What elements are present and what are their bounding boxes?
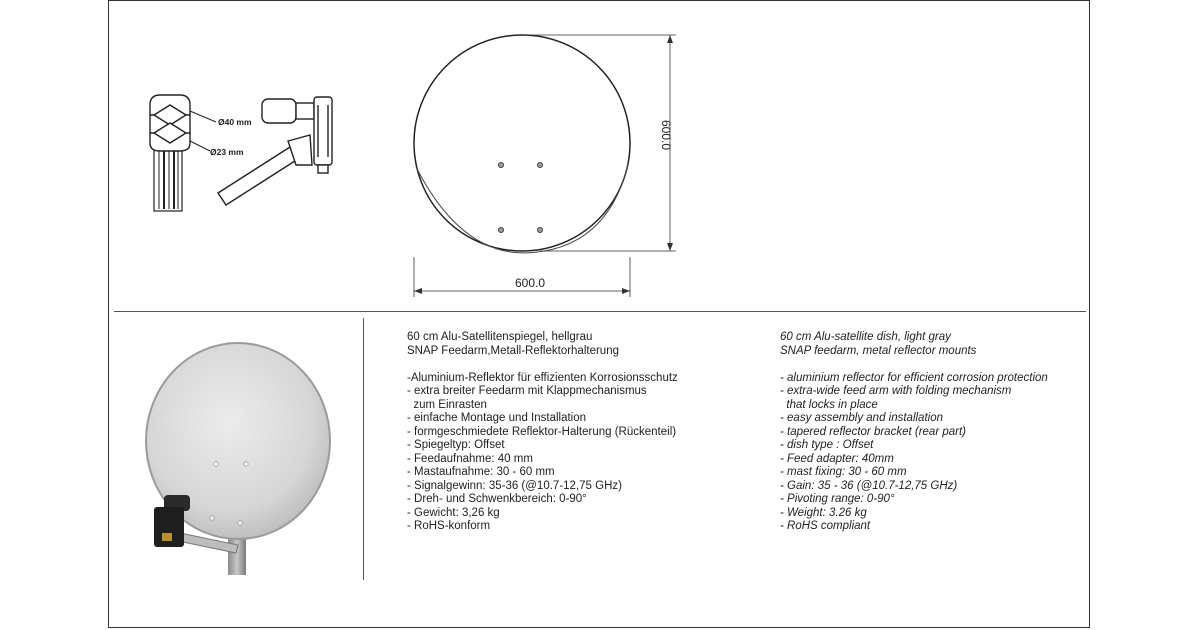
german-feature: - RoHS-konform xyxy=(407,520,491,532)
german-description xyxy=(407,331,737,534)
feed-arm-drawing xyxy=(140,85,345,215)
german-feature: - Mastaufnahme: 30 - 60 mm xyxy=(407,466,555,478)
english-feature: - Pivoting range: 0-90° xyxy=(780,493,895,505)
german-feature: - Gewicht: 3,26 kg xyxy=(407,506,500,519)
dish-dimension-drawing xyxy=(400,25,680,300)
german-feature: - formgeschmiedete Reflektor-Halterung (Rückenteil) xyxy=(407,425,677,438)
clamp-drawing xyxy=(150,95,190,151)
german-feature: zum Einrasten xyxy=(407,398,487,411)
german-feature: - extra breiter Feedarm mit Klappmechanismus xyxy=(407,385,647,397)
product-photo xyxy=(140,335,340,575)
mast-drawing xyxy=(154,147,182,211)
german-feature: - Signalgewinn: 35-36 (@10.7-12,75 GHz) xyxy=(407,479,622,492)
english-heading-line: 60 cm Alu-satellite dish, light gray xyxy=(780,331,951,343)
german-heading-line: SNAP Feedarm,Metall-Reflektorhalterung xyxy=(407,344,619,357)
english-feature: - Gain: 35 - 36 (@10.7-12,75 GHz) xyxy=(780,479,958,492)
english-feature: that locks in place xyxy=(780,398,878,411)
english-feature: - easy assembly and installation xyxy=(780,412,943,424)
english-feature: - RoHS compliant xyxy=(780,520,871,532)
german-feature: - einfache Montage und Installation xyxy=(407,412,587,424)
vertical-divider xyxy=(363,318,364,580)
english-feature: - dish type : Offset xyxy=(780,439,874,451)
german-heading-line: 60 cm Alu-Satellitenspiegel, hellgrau xyxy=(407,331,593,343)
english-feature: - extra-wide feed arm with folding mechanism xyxy=(780,385,1012,397)
german-feature: - Feedaufnahme: 40 mm xyxy=(407,452,533,465)
width-dimension-label: 600.0 xyxy=(514,276,546,290)
german-feature: - Spiegeltyp: Offset xyxy=(407,439,505,451)
english-feature: - mast fixing: 30 - 60 mm xyxy=(780,466,907,478)
height-dimension-label: 600.0 xyxy=(659,119,673,151)
english-feature: - Weight: 3.26 kg xyxy=(780,506,867,519)
clamp-small-label: Ø23 mm xyxy=(210,147,244,157)
english-feature: - aluminium reflector for efficient corrosion protection xyxy=(780,371,1048,384)
english-feature: - Feed adapter: 40mm xyxy=(780,452,894,465)
german-feature: - Dreh- und Schwenkbereich: 0-90° xyxy=(407,493,587,505)
english-description xyxy=(780,331,1080,534)
arm-drawing xyxy=(218,135,312,205)
horizontal-divider xyxy=(114,311,1086,312)
english-heading-line: SNAP feedarm, metal reflector mounts xyxy=(780,344,977,357)
german-feature: -Aluminium-Reflektor für effizienten Korrosionsschutz xyxy=(407,371,678,384)
english-feature: - tapered reflector bracket (rear part) xyxy=(780,425,966,438)
dish-outline xyxy=(414,35,630,251)
clamp-large-label: Ø40 mm xyxy=(218,117,252,127)
